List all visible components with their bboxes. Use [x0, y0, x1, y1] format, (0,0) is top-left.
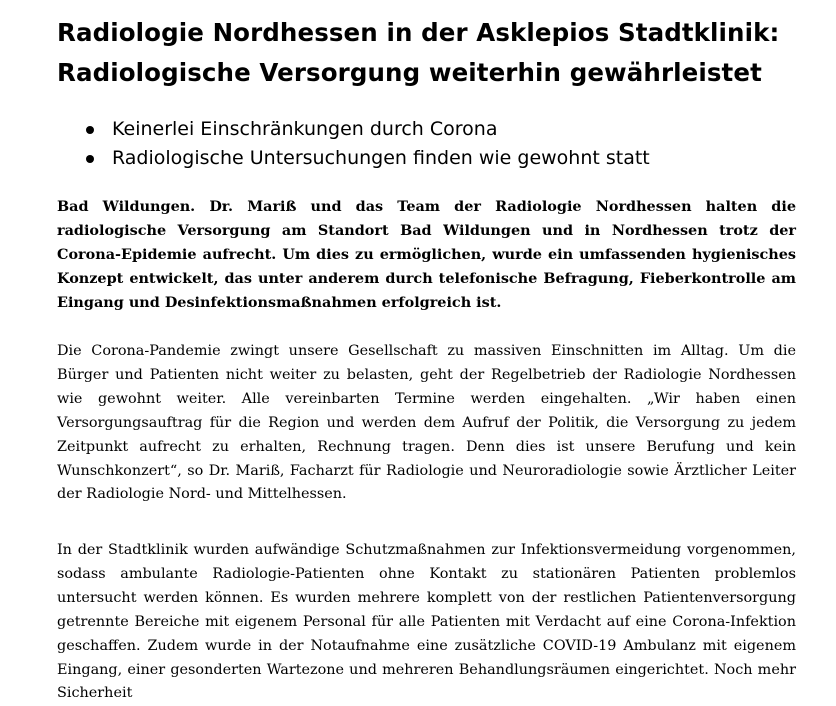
lead-paragraph: Bad Wildungen. Dr. Mariß und das Team der Radiologie Nordhessen halten die radiologische Versorgung am Standort Bad Wildungen und in Nordhessen trotz der Corona-Epidemie aufrecht. Um dies zu ermöglichen, wurde ein umfassenden hygienisches Konzept entwickelt, das unter anderem durch telefonische Befragung, Fieberkontrolle am Eingang und Desinfektionsmaßnahmen erfolgreich ist. — [57, 198, 796, 311]
title-line-2: Radiologische Versorgung weiterhin gewährleistet — [57, 58, 762, 87]
list-item — [82, 115, 650, 144]
list-item — [82, 144, 650, 173]
title-line-1: Radiologie Nordhessen in der Asklepios Stadtklinik: — [57, 18, 780, 47]
key-points-list — [82, 115, 650, 173]
bullet-dot-icon — [86, 126, 94, 134]
bullet-text: Radiologische Untersuchungen finden wie gewohnt statt — [112, 147, 650, 169]
article-title — [57, 13, 779, 93]
bullet-dot-icon — [86, 155, 94, 163]
body-paragraph-2: In der Stadtklinik wurden aufwändige Schutzmaßnahmen zur Infektionsvermeidung vorgenommen, sodass ambulante Radiologie-Patienten ohne Kontakt zu stationären Patienten problemlos untersucht werden können. Es wurden mehrere komplett von der restlichen Patientenversorgung getrennte Bereiche mit eigenem Personal für alle Patienten mit Verdacht auf eine Corona-Infektion geschaffen. Zudem wurde in der Notaufnahme eine zusätzliche COVID-19 Ambulanz mit eigenem Eingang, einer gesonderten Wartezone und mehreren Behandlungsräumen eingerichtet. Noch mehr Sicherheit — [57, 542, 796, 702]
body-paragraph-1: Die Corona-Pandemie zwingt unsere Gesellschaft zu massiven Einschnitten im Alltag. Um die Bürger und Patienten nicht weiter zu belasten, geht der Regelbetrieb der Radiologie Nordhessen wie gewohnt weiter. Alle vereinbarten Termine werden eingehalten. „Wir haben einen Versorgungsauftrag für die Region und werden dem Aufruf der Politik, die Versorgung zu jedem Zeitpunkt aufrecht zu erhalten, Rechnung tragen. Denn dies ist unsere Berufung und kein Wunschkonzert“, so Dr. Mariß, Facharzt für Radiologie und Neuroradiologie sowie Ärztlicher Leiter der Radiologie Nord- und Mittelhessen. — [57, 343, 796, 503]
bullet-text: Keinerlei Einschränkungen durch Corona — [112, 118, 498, 140]
